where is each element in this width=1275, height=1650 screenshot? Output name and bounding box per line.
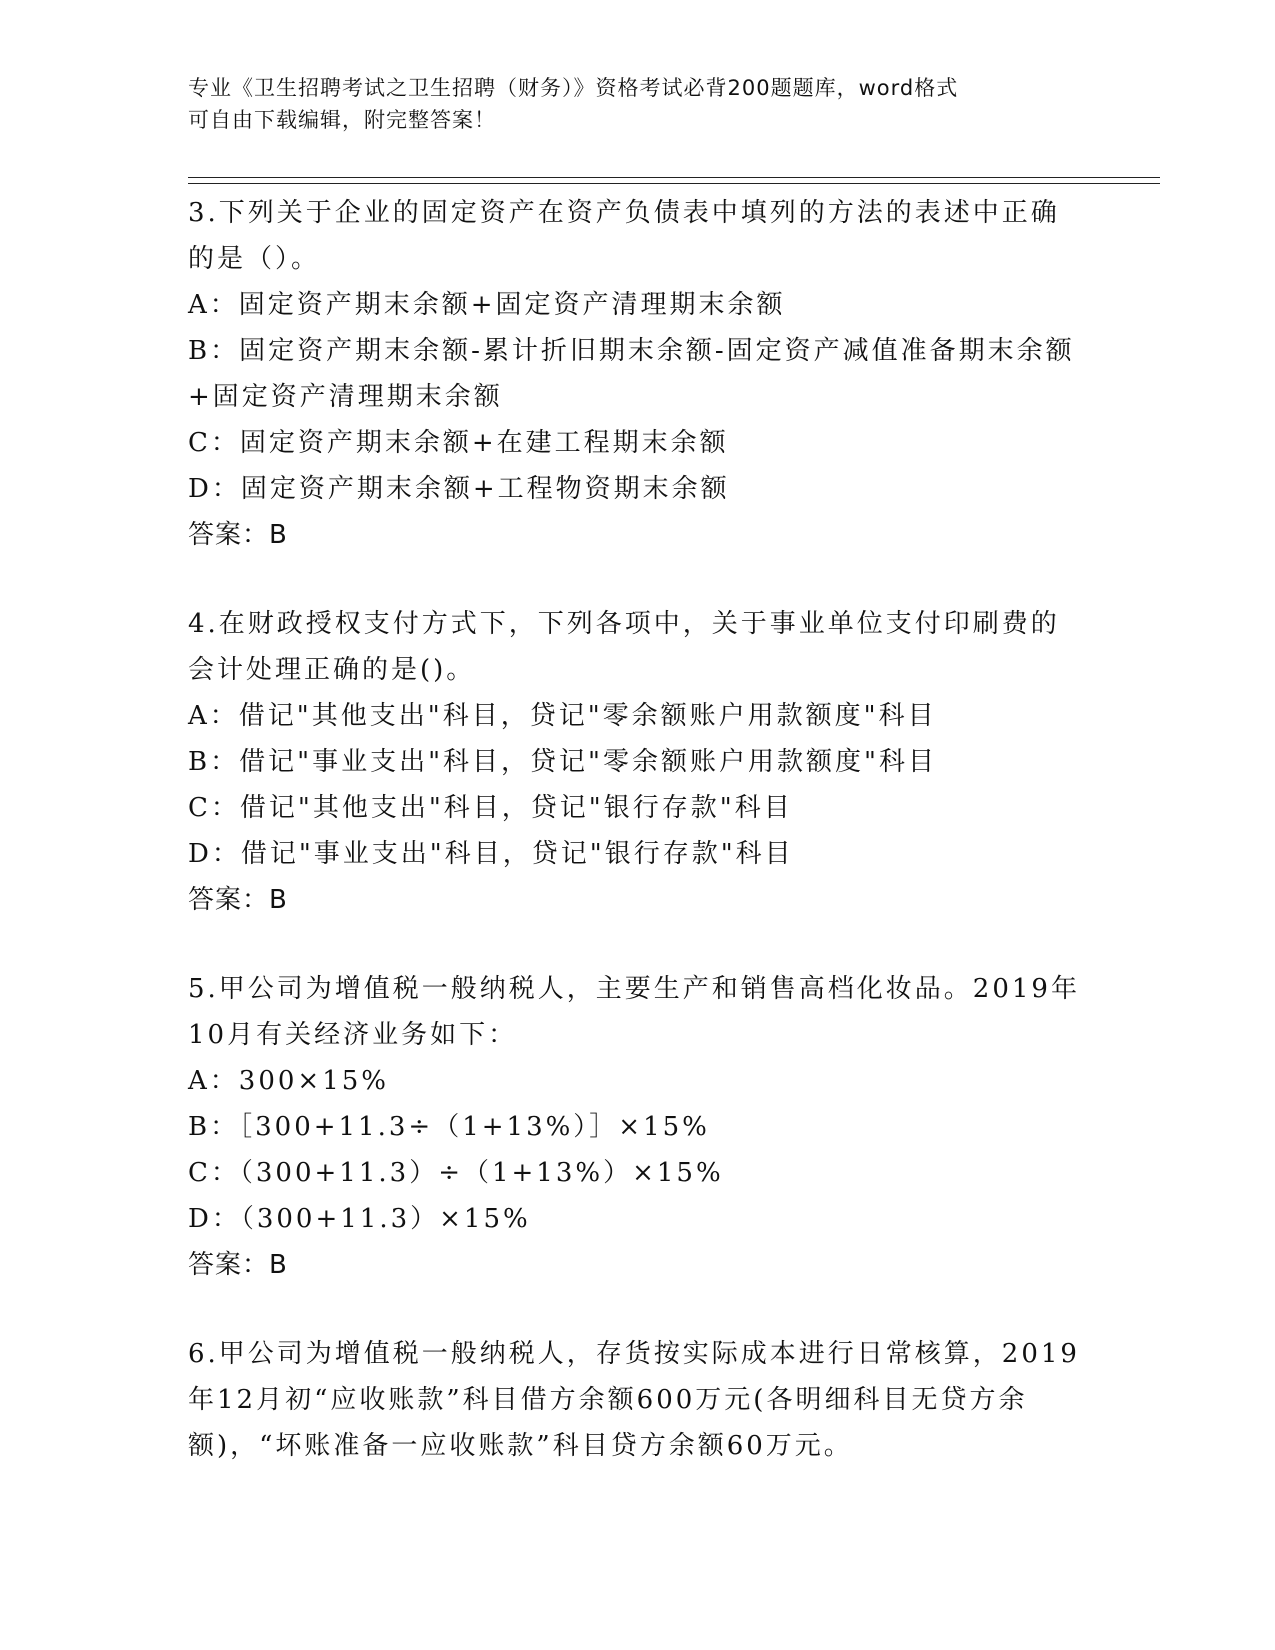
option-c: C：借记"其他支出"科目，贷记"银行存款"科目 [188, 793, 793, 823]
header-line-1: 专业《卫生招聘考试之卫生招聘（财务）》资格考试必背200题题库，word格式 [188, 76, 959, 100]
spacer [188, 558, 1188, 601]
header-line-2: 可自由下载编辑，附完整答案！ [188, 108, 496, 132]
question-stem-line: 5.甲公司为增值税一般纳税人，主要生产和销售高档化妆品。2019年 [188, 974, 1080, 1004]
option-a: A：300×15% [188, 1066, 389, 1096]
option-b-continued: +固定资产清理期末余额 [188, 382, 503, 412]
option-b: B：固定资产期末余额-累计折旧期末余额-固定资产减值准备期末余额 [188, 336, 1075, 366]
option-d: D：固定资产期末余额+工程物资期末余额 [188, 474, 730, 504]
question-4 [188, 601, 1188, 923]
question-stem-line: 6.甲公司为增值税一般纳税人，存货按实际成本进行日常核算，2019 [188, 1339, 1080, 1369]
option-d: D：借记"事业支出"科目，贷记"银行存款"科目 [188, 839, 794, 869]
spacer [188, 1288, 1188, 1331]
question-6 [188, 1331, 1188, 1469]
option-c: C：固定资产期末余额+在建工程期末余额 [188, 428, 729, 458]
question-stem-line: 额)，“坏账准备一应收账款”科目贷方余额60万元。 [188, 1431, 853, 1461]
question-stem-line: 3.下列关于企业的固定资产在资产负债表中填列的方法的表述中正确 [188, 198, 1060, 228]
header-divider-top [188, 177, 1160, 178]
question-5 [188, 966, 1188, 1288]
option-c: C：（300+11.3）÷（1+13%）×15% [188, 1158, 724, 1188]
answer-label: 答案：B [188, 885, 288, 915]
question-list [188, 190, 1188, 1469]
question-stem-line: 10月有关经济业务如下： [188, 1020, 518, 1050]
option-a: A：借记"其他支出"科目，贷记"零余额账户用款额度"科目 [188, 701, 937, 731]
question-stem-line: 的是（）。 [188, 244, 321, 274]
answer-label: 答案：B [188, 520, 288, 550]
document-header [188, 72, 1088, 136]
header-divider-bottom [188, 183, 1160, 184]
option-b: B：［300+11.3÷（1+13%）］×15% [188, 1112, 710, 1142]
question-stem-line: 会计处理正确的是()。 [188, 655, 476, 685]
option-b: B：借记"事业支出"科目，贷记"零余额账户用款额度"科目 [188, 747, 937, 777]
question-stem-line: 4.在财政授权支付方式下，下列各项中，关于事业单位支付印刷费的 [188, 609, 1060, 639]
question-3 [188, 190, 1188, 558]
option-a: A：固定资产期末余额+固定资产清理期末余额 [188, 290, 786, 320]
question-stem-line: 年12月初“应收账款”科目借方余额600万元(各明细科目无贷方余 [188, 1385, 1028, 1415]
spacer [188, 923, 1188, 966]
option-d: D：（300+11.3）×15% [188, 1204, 531, 1234]
answer-label: 答案：B [188, 1250, 288, 1280]
